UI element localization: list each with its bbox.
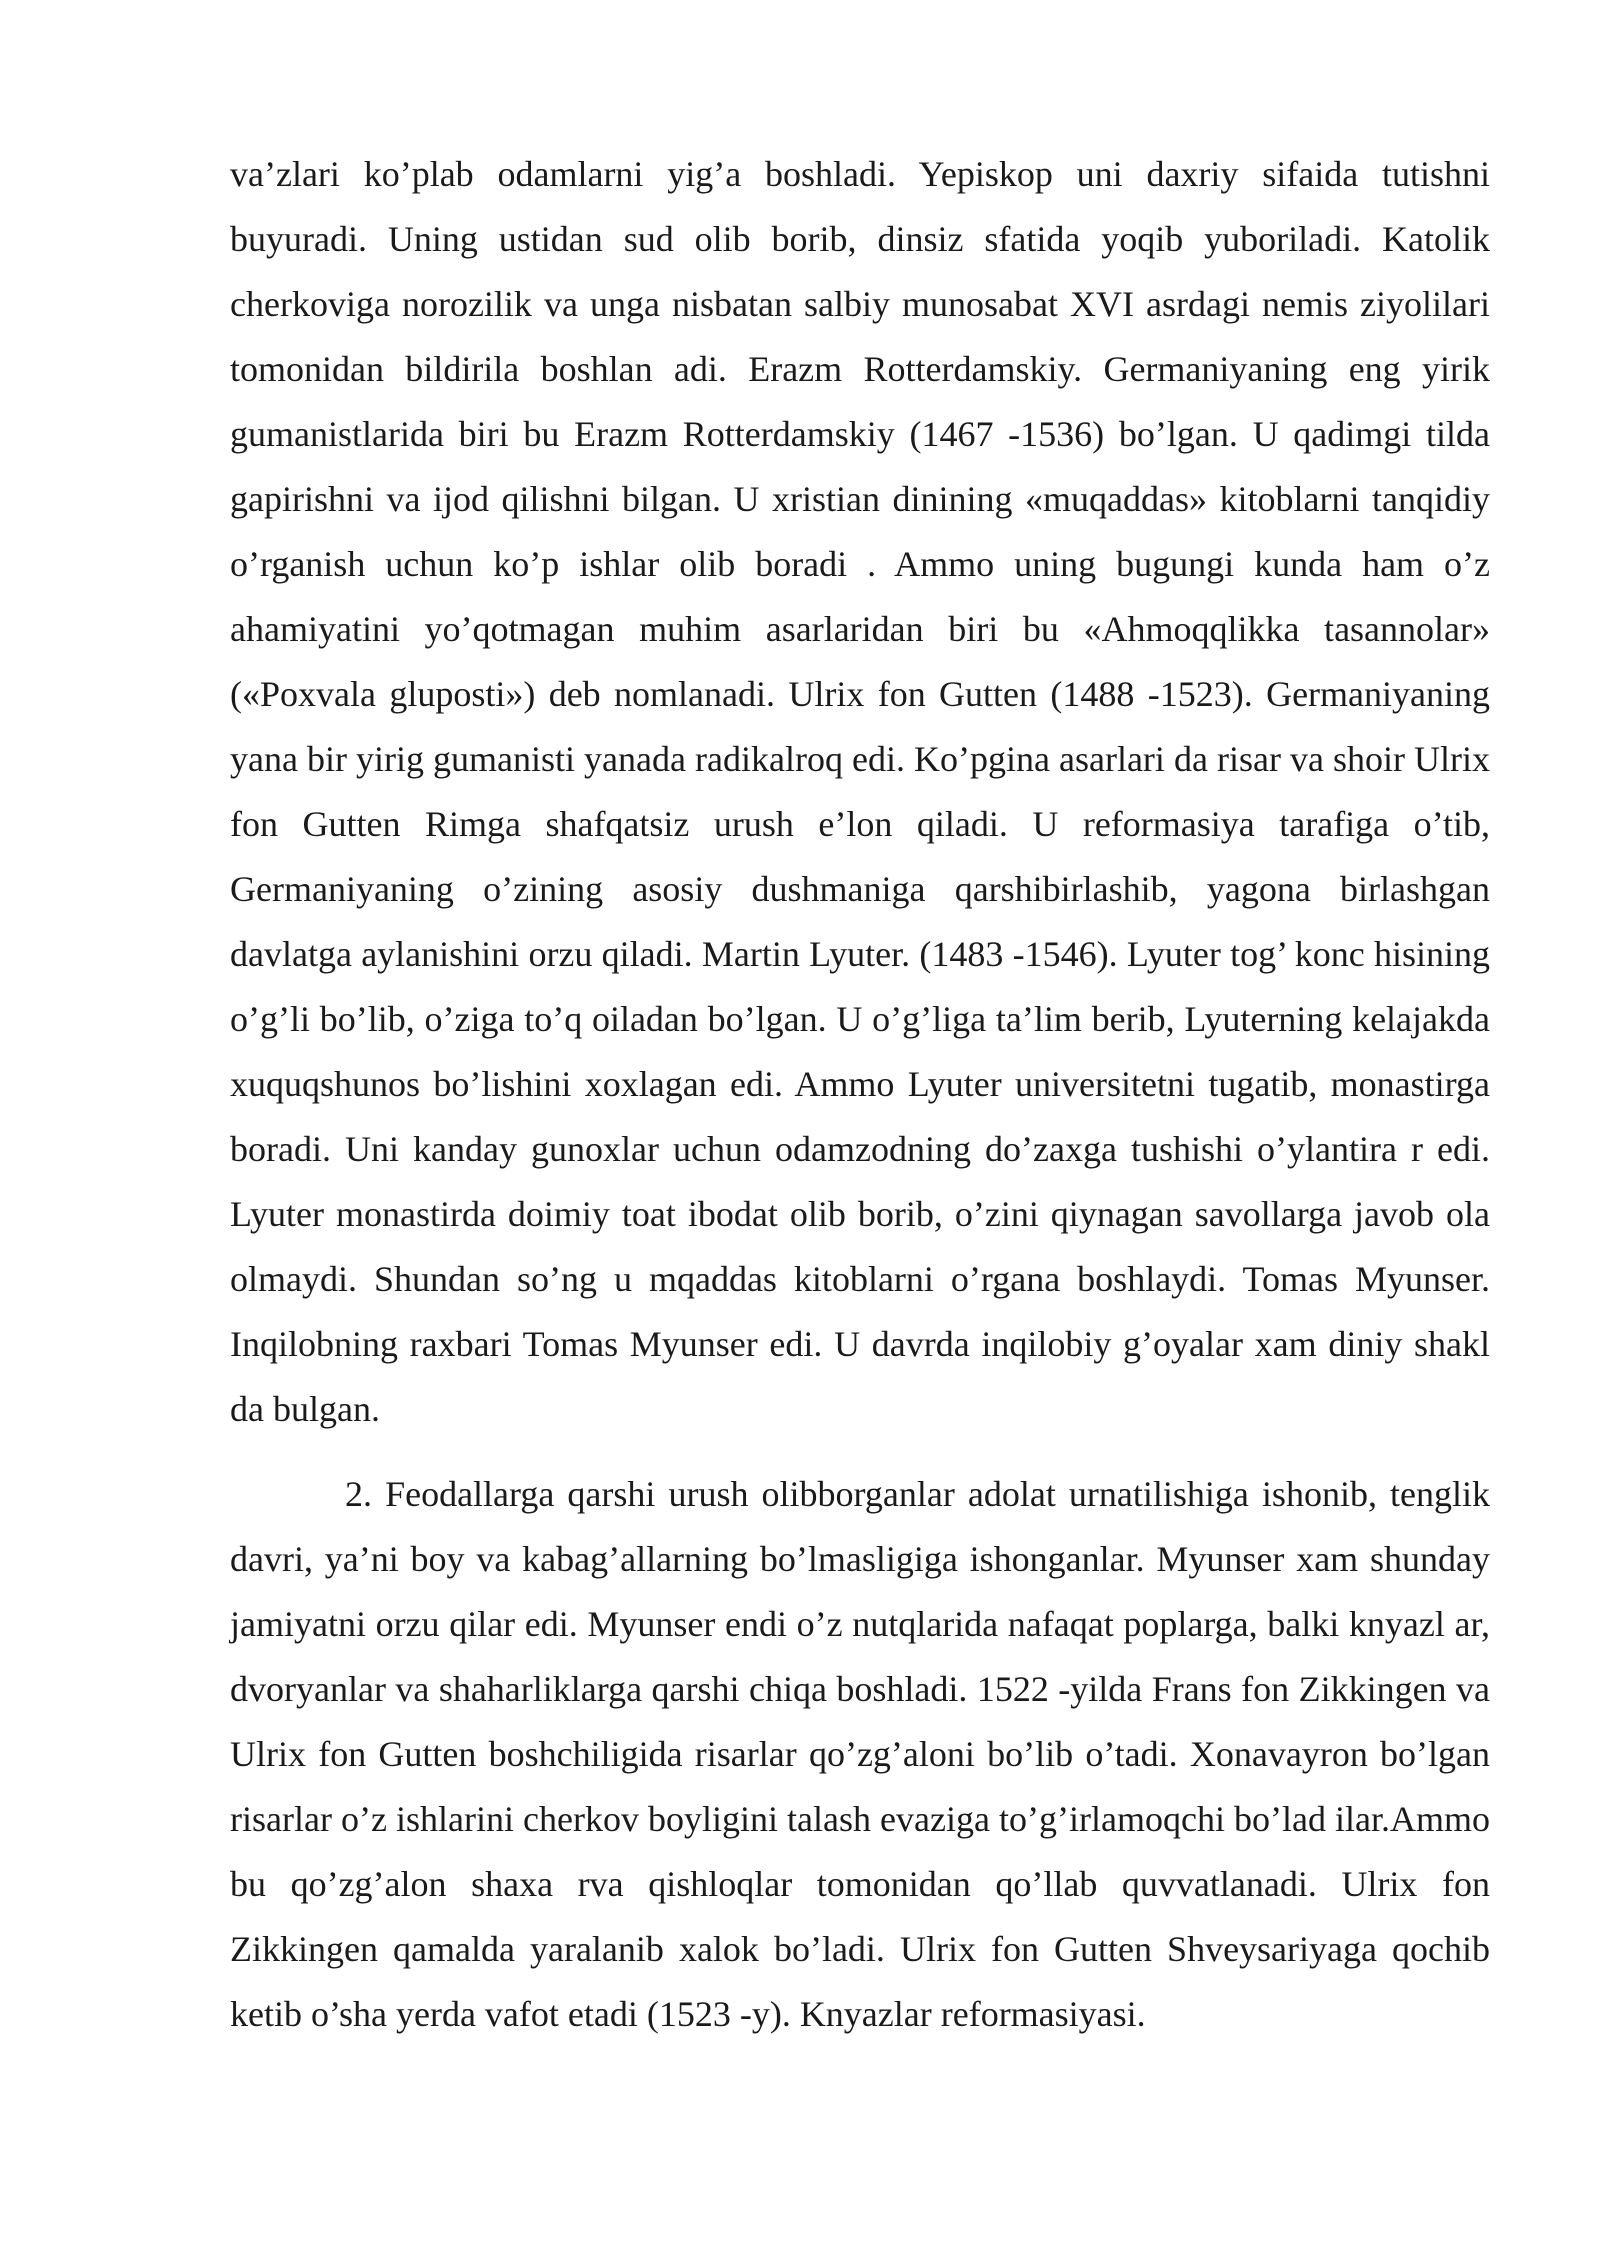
paragraph-1: va’zlari ko’plab odamlarni yig’a boshladi. Yepiskop uni daxriy sifaida tutishni buyuradi. Uning ustidan sud olib borib, dinsiz sfatida yoqib yuboriladi. Katolik cherkoviga norozilik va unga nisbatan salbiy munosabat XVI asrdagi nemis ziyolilari tomonidan bildirila boshlan adi. Erazm Rotterdamskiy. Germaniyaning eng yirik gumanistlarida biri bu Erazm Rotterdamskiy (1467 -1536) bo’lgan. U qadimgi tilda gapirishni va ijod qilishni bilgan. U xristian dinining «muqaddas» kitoblarni tanqidiy o’rganish uchun ko’p ishlar olib boradi . Ammo uning bugungi kunda ham o’z ahamiyatini yo’qotmagan muhim asarlaridan biri bu «Ahmoqqlikka tasannolar» («Poxvala gluposti») deb nomlanadi. Ulrix fon Gutten (1488 -1523). Germaniyaning yana bir yirig gumanisti yanada radikalroq edi. Ko’pgina asarlari da risar va shoir Ulrix fon Gutten Rimga shafqatsiz urush e’lon qiladi. U reformasiya tarafiga o’tib, Germaniyaning o’zining asosiy dushmaniga qarshibirlashib, yagona birlashgan davlatga aylanishini orzu qiladi. Martin Lyuter. (1483 -1546). Lyuter tog’ konc hisining o’g’li bo’lib, o’ziga to’q oiladan bo’lgan. U o’g’liga ta’lim berib, Lyuterning kelajakda xuquqshunos bo’lishini xoxlagan edi. Ammo Lyuter universitetni tugatib, monastirga boradi. Uni kanday gunoxlar uchun odamzodning do’zaxga tushishi o’ylantira r edi. Lyuter monastirda doimiy toat ibodat olib borib, o’zini qiynagan savollarga javob ola olmaydi. Shundan so’ng u mqaddas kitoblarni o’rgana boshlaydi. Tomas Myunser. Inqilobning raxbari Tomas Myunser edi. U davrda inqilobiy g’oyalar xam diniy shakl da bulgan.	[230, 154, 1490, 1429]
paragraph-2: 2. Feodallarga qarshi urush olibborganlar adolat urnatilishiga ishonib, tenglik davri, ya’ni boy va kabag’allarning bo’lmasligiga ishonganlar. Myunser xam shunday jamiyatni orzu qilar edi. Myunser endi o’z nutqlarida nafaqat poplarga, balki knyazl ar, dvoryanlar va shaharliklarga qarshi chiqa boshladi. 1522 -yilda Frans fon Zikkingen va Ulrix fon Gutten boshchiligida risarlar qo’zg’aloni bo’lib o’tadi. Xonavayron bo’lgan risarlar o’z ishlarini cherkov boyligini talash evaziga to’g’irlamoqchi bo’lad ilar.Ammo bu qo’zg’alon shaxa rva qishloqlar tomonidan qo’llab quvvatlanadi. Ulrix fon Zikkingen qamalda yaralanib xalok bo’ladi. Ulrix fon Gutten Shveysariyaga qochib ketib o’sha yerda vafot etadi (1523 -y). Knyazlar reformasiyasi.	[230, 1474, 1490, 2034]
document-page	[230, 142, 1490, 2047]
